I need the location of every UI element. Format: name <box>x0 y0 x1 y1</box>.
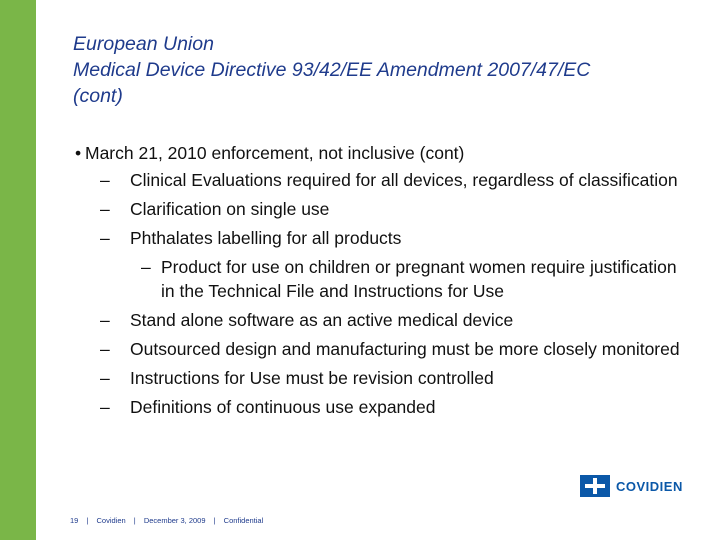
footer-date: December 3, 2009 <box>143 516 206 525</box>
title-line-2: Medical Device Directive 93/42/EE Amendment 2007/47/EC <box>73 59 591 81</box>
sub-bullet <box>73 168 693 192</box>
sub-bullet <box>73 337 693 361</box>
sub-bullet-text: Stand alone software as an active medical device <box>130 310 514 330</box>
dash-icon: – <box>141 257 151 277</box>
sub-bullet-text: Definitions of continuous use expanded <box>130 397 436 417</box>
footer-classification: Confidential <box>223 516 264 525</box>
sub-bullet-text: Instructions for Use must be revision controlled <box>130 368 494 388</box>
dash-icon: – <box>100 228 110 248</box>
sub-bullet <box>73 197 693 221</box>
sub-sub-bullet-text: Product for use on children or pregnant women require justification in the Technical File and Instructions for Use <box>161 257 677 301</box>
slide-footer <box>70 516 263 525</box>
dash-icon: – <box>100 397 110 417</box>
footer-company: Covidien <box>96 516 126 525</box>
sub-bullet-text: Outsourced design and manufacturing must be more closely monitored <box>130 339 680 359</box>
sub-bullet <box>73 308 693 332</box>
cross-icon <box>580 475 610 497</box>
title-line-3: (cont) <box>73 85 123 107</box>
logo-text: COVIDIEN <box>616 478 683 494</box>
slide-title <box>73 31 693 109</box>
sub-sub-bullet <box>73 255 693 303</box>
footer-separator: | <box>133 516 136 525</box>
dash-icon: – <box>100 199 110 219</box>
page-number: 19 <box>70 516 79 525</box>
dash-icon: – <box>100 310 110 330</box>
dash-icon: – <box>100 339 110 359</box>
main-bullet-text: March 21, 2010 enforcement, not inclusive (cont) <box>85 143 465 163</box>
main-bullet <box>73 141 693 165</box>
sub-bullet <box>73 366 693 390</box>
sub-bullet <box>73 395 693 419</box>
footer-separator: | <box>213 516 216 525</box>
sub-bullet-text: Phthalates labelling for all products <box>130 228 402 248</box>
dash-icon: – <box>100 368 110 388</box>
sub-bullet <box>73 226 693 250</box>
footer-separator: | <box>86 516 89 525</box>
covidien-logo <box>580 475 683 497</box>
sub-bullet-text: Clinical Evaluations required for all devices, regardless of classification <box>130 170 678 190</box>
bullet-icon: • <box>75 143 82 163</box>
left-accent-bar <box>0 0 36 540</box>
title-line-1: European Union <box>73 33 214 55</box>
sub-bullet-text: Clarification on single use <box>130 199 330 219</box>
slide-content <box>73 141 693 424</box>
dash-icon: – <box>100 170 110 190</box>
